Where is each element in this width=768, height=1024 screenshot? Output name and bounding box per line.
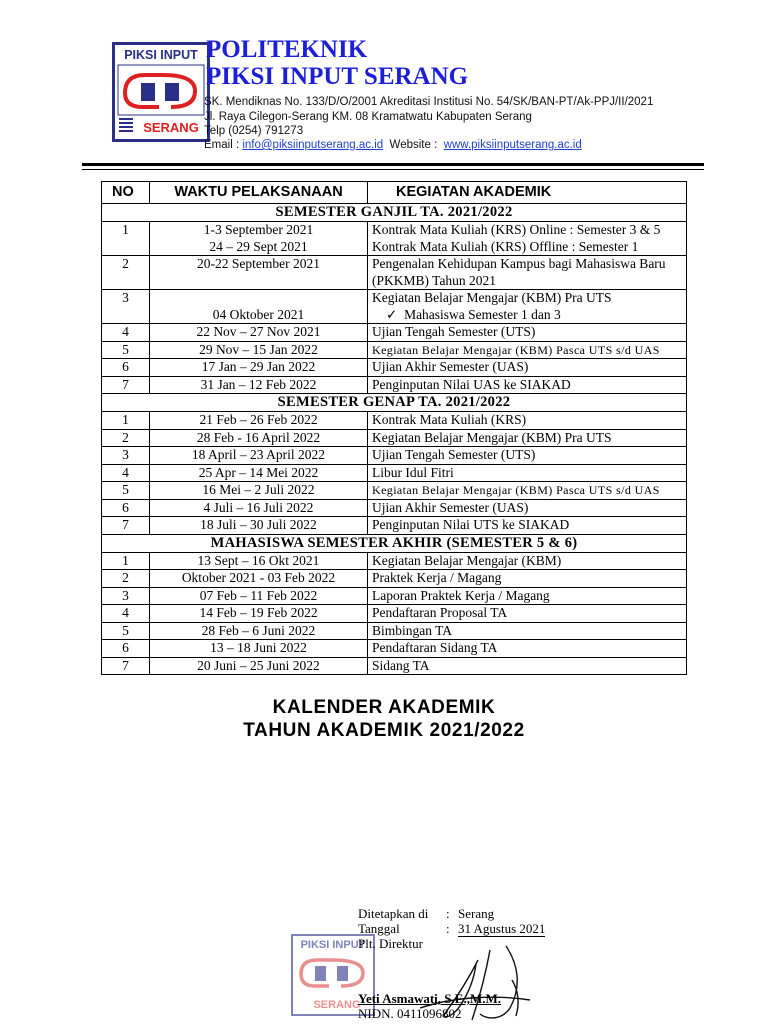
signature-date: 31 Agustus 2021 bbox=[458, 921, 546, 936]
stamp-logo-text-bottom: SERANG bbox=[313, 999, 361, 1011]
institution-name-line1: POLITEKNIK bbox=[206, 36, 368, 63]
row-no: 1 bbox=[102, 552, 150, 570]
row-no: 6 bbox=[102, 359, 150, 377]
row-no: 5 bbox=[102, 341, 150, 359]
row-activity: Libur Idul Fitri bbox=[368, 464, 687, 482]
row-no: 3 bbox=[102, 587, 150, 605]
row-activity: Kegiatan Belajar Mengajar (KBM) Pasca UTS s/d UAS bbox=[368, 341, 687, 359]
row-activity bbox=[368, 256, 687, 290]
table-row bbox=[102, 499, 687, 517]
row-no: 7 bbox=[102, 517, 150, 535]
section-genap bbox=[102, 394, 687, 412]
table-row bbox=[102, 222, 687, 256]
row-activity-line: Kontrak Mata Kuliah (KRS) Offline : Semester 1 bbox=[372, 238, 639, 254]
row-time: 28 Feb - 16 April 2022 bbox=[150, 429, 368, 447]
signatory-nidn: NIDN. 0411096802 bbox=[358, 1006, 462, 1021]
row-activity: Pendaftaran Proposal TA bbox=[368, 605, 687, 623]
table-row bbox=[102, 341, 687, 359]
row-activity-line: Kontrak Mata Kuliah (KRS) Online : Semester 3 & 5 bbox=[372, 222, 661, 237]
row-no: 4 bbox=[102, 605, 150, 623]
row-activity bbox=[368, 290, 687, 324]
table-row bbox=[102, 640, 687, 658]
row-time bbox=[150, 222, 368, 256]
table-row bbox=[102, 482, 687, 500]
signature-place: Serang bbox=[458, 906, 495, 921]
row-time: 25 Apr – 14 Mei 2022 bbox=[150, 464, 368, 482]
header-time: WAKTU PELAKSANAAN bbox=[150, 182, 368, 204]
row-activity: Kegiatan Belajar Mengajar (KBM) bbox=[368, 552, 687, 570]
header-divider-thick bbox=[82, 163, 704, 166]
table-row bbox=[102, 587, 687, 605]
row-activity: Ujian Tengah Semester (UTS) bbox=[368, 324, 687, 342]
row-time: 29 Nov – 15 Jan 2022 bbox=[150, 341, 368, 359]
row-time: Oktober 2021 - 03 Feb 2022 bbox=[150, 570, 368, 588]
row-activity: Sidang TA bbox=[368, 657, 687, 675]
email-link[interactable]: info@piksiinputserang.ac.id bbox=[242, 139, 384, 151]
row-no: 7 bbox=[102, 657, 150, 675]
website-label: Website : bbox=[389, 139, 441, 151]
row-no: 3 bbox=[102, 290, 150, 324]
row-no: 2 bbox=[102, 429, 150, 447]
table-row bbox=[102, 359, 687, 377]
contact-line bbox=[204, 138, 582, 152]
row-activity bbox=[368, 222, 687, 256]
row-activity: Laporan Praktek Kerja / Magang bbox=[368, 587, 687, 605]
row-time: 4 Juli – 16 Juli 2022 bbox=[150, 499, 368, 517]
table-row bbox=[102, 412, 687, 430]
row-no: 4 bbox=[102, 464, 150, 482]
signature-date-label: Tanggal bbox=[358, 921, 400, 936]
row-time: 31 Jan – 12 Feb 2022 bbox=[150, 376, 368, 394]
row-no: 3 bbox=[102, 447, 150, 465]
table-row bbox=[102, 324, 687, 342]
row-no: 2 bbox=[102, 256, 150, 290]
row-time: 18 April – 23 April 2022 bbox=[150, 447, 368, 465]
row-activity: Ujian Akhir Semester (UAS) bbox=[368, 359, 687, 377]
section-title: MAHASISWA SEMESTER AKHIR (SEMESTER 5 & 6) bbox=[102, 534, 687, 552]
institution-logo bbox=[112, 42, 210, 142]
email-label: Email : bbox=[204, 139, 243, 151]
table-row bbox=[102, 552, 687, 570]
row-no: 5 bbox=[102, 622, 150, 640]
row-time: 04 Oktober 2021 bbox=[150, 290, 368, 324]
table-row bbox=[102, 256, 687, 290]
table-row bbox=[102, 447, 687, 465]
row-time: 20 Juni – 25 Juni 2022 bbox=[150, 657, 368, 675]
row-time: 20-22 September 2021 bbox=[150, 256, 368, 290]
website-link[interactable]: www.piksiinputserang.ac.id bbox=[443, 139, 582, 151]
table-row bbox=[102, 464, 687, 482]
phone-line: Telp (0254) 791273 bbox=[204, 125, 304, 137]
row-activity-line: (PKKMB) Tahun 2021 bbox=[372, 272, 497, 288]
table-row bbox=[102, 605, 687, 623]
row-time: 13 – 18 Juni 2022 bbox=[150, 640, 368, 658]
institution-name-line2: PIKSI INPUT SERANG bbox=[206, 63, 469, 90]
row-no: 5 bbox=[102, 482, 150, 500]
document-title: KALENDER AKADEMIK bbox=[272, 697, 496, 718]
row-no: 6 bbox=[102, 499, 150, 517]
row-activity: Ujian Akhir Semester (UAS) bbox=[368, 499, 687, 517]
document-subtitle: TAHUN AKADEMIK 2021/2022 bbox=[243, 720, 525, 741]
row-no: 1 bbox=[102, 222, 150, 256]
row-time: 13 Sept – 16 Okt 2021 bbox=[150, 552, 368, 570]
row-no: 6 bbox=[102, 640, 150, 658]
section-title: SEMESTER GANJIL TA. 2021/2022 bbox=[102, 204, 687, 222]
signatory-name: Yeti Asmawati, S.E.,M.M. bbox=[358, 991, 501, 1006]
row-no: 1 bbox=[102, 412, 150, 430]
table-row bbox=[102, 622, 687, 640]
row-no: 7 bbox=[102, 376, 150, 394]
row-time-line: 24 – 29 Sept 2021 bbox=[209, 238, 308, 254]
section-title: SEMESTER GENAP TA. 2021/2022 bbox=[102, 394, 687, 412]
row-activity: Pendaftaran Sidang TA bbox=[368, 640, 687, 658]
row-activity-line: Pengenalan Kehidupan Kampus bagi Mahasiswa Baru bbox=[372, 256, 666, 271]
row-activity: Kegiatan Belajar Mengajar (KBM) Pasca UTS s/d UAS bbox=[368, 482, 687, 500]
address-line: Jl. Raya Cilegon-Serang KM. 08 Kramatwatu Kabupaten Serang bbox=[204, 111, 532, 123]
table-row bbox=[102, 429, 687, 447]
row-time: 16 Mei – 2 Juli 2022 bbox=[150, 482, 368, 500]
row-time: 18 Juli – 30 Juli 2022 bbox=[150, 517, 368, 535]
section-ganjil bbox=[102, 204, 687, 222]
row-no: 4 bbox=[102, 324, 150, 342]
table-row bbox=[102, 517, 687, 535]
logo-text-top: PIKSI INPUT bbox=[124, 48, 198, 62]
logo-text-bottom: SERANG bbox=[143, 120, 199, 135]
row-time-line: 1-3 September 2021 bbox=[203, 222, 314, 237]
table-row bbox=[102, 657, 687, 675]
row-activity: Praktek Kerja / Magang bbox=[368, 570, 687, 588]
checkmark-icon: ✓ bbox=[386, 306, 398, 322]
stamp-logo-text-top: PIKSI INPUT bbox=[300, 939, 366, 951]
institution-name bbox=[206, 36, 468, 90]
table-row bbox=[102, 290, 687, 324]
row-activity-line: Kegiatan Belajar Mengajar (KBM) Pra UTS bbox=[372, 290, 612, 305]
decree-line: SK. Mendiknas No. 133/D/O/2001 Akreditasi Institusi No. 54/SK/BAN-PT/Ak-PPJ/II/2021 bbox=[204, 96, 654, 108]
row-activity: Kontrak Mata Kuliah (KRS) bbox=[368, 412, 687, 430]
academic-calendar-table bbox=[101, 181, 687, 675]
header-activity: KEGIATAN AKADEMIK bbox=[368, 182, 687, 204]
row-time: 14 Feb – 19 Feb 2022 bbox=[150, 605, 368, 623]
signature-date-sep: : bbox=[446, 921, 450, 936]
table-row bbox=[102, 570, 687, 588]
row-no: 2 bbox=[102, 570, 150, 588]
row-time: 28 Feb – 6 Juni 2022 bbox=[150, 622, 368, 640]
signature-place-label: Ditetapkan di bbox=[358, 906, 429, 921]
row-activity: Kegiatan Belajar Mengajar (KBM) Pra UTS bbox=[368, 429, 687, 447]
header-no: NO bbox=[102, 182, 150, 204]
row-activity-line: Mahasiswa Semester 1 dan 3 bbox=[404, 306, 561, 322]
row-activity: Penginputan Nilai UAS ke SIAKAD bbox=[368, 376, 687, 394]
row-time: 21 Feb – 26 Feb 2022 bbox=[150, 412, 368, 430]
signature-place-sep: : bbox=[446, 906, 450, 921]
row-activity: Ujian Tengah Semester (UTS) bbox=[368, 447, 687, 465]
row-activity: Penginputan Nilai UTS ke SIAKAD bbox=[368, 517, 687, 535]
table-header-row bbox=[102, 182, 687, 204]
row-time: 17 Jan – 29 Jan 2022 bbox=[150, 359, 368, 377]
row-time: 22 Nov – 27 Nov 2021 bbox=[150, 324, 368, 342]
signature-role: Plt. Direktur bbox=[358, 936, 423, 951]
row-activity: Bimbingan TA bbox=[368, 622, 687, 640]
table-row bbox=[102, 376, 687, 394]
header-divider-thin bbox=[82, 169, 704, 170]
section-final-semester bbox=[102, 534, 687, 552]
row-time: 07 Feb – 11 Feb 2022 bbox=[150, 587, 368, 605]
